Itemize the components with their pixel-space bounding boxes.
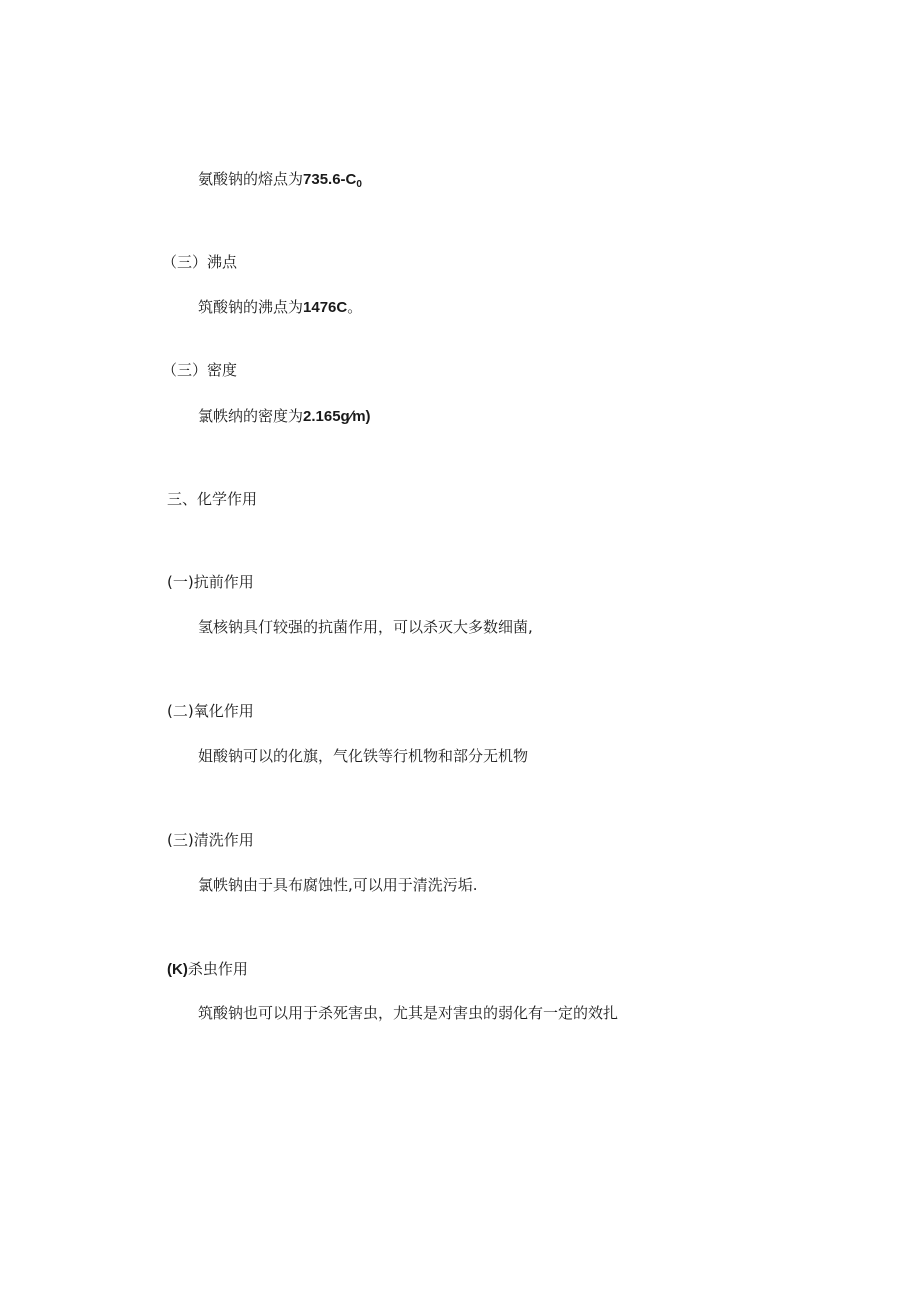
section-title-chemical-effects: 三、化学作用 <box>167 490 258 508</box>
boiling-point-heading: （三）沸点 <box>162 253 238 271</box>
density-value: 2.165g∕m) <box>303 408 371 425</box>
melting-point-suffix: 0 <box>356 179 362 190</box>
effect-body-cleaning: 氯帙钠由于具布腐蚀性,可以用于清洗污垢. <box>198 876 478 894</box>
effect-body-antibacterial: 氢核钠具仃较强的抗菌作用，可以杀灭大多数细菌, <box>198 618 533 636</box>
effect-heading-cleaning: (三)清洗作用 <box>167 831 254 849</box>
density-heading: （三）密度 <box>162 361 238 379</box>
effect-heading-insecticidal <box>167 959 248 980</box>
effect-body-insecticidal: 筑酸钠也可以用于杀死害虫，尤其是对害虫的弱化有一定的效扎 <box>198 1004 619 1022</box>
effect-heading-insecticidal-prefix: (K) <box>167 961 188 978</box>
boiling-point-line <box>198 297 362 318</box>
effect-heading-insecticidal-label: 杀虫作用 <box>187 960 248 978</box>
melting-point-line <box>198 169 362 195</box>
density-line <box>198 406 371 427</box>
effect-heading-oxidation: (二)氧化作用 <box>167 702 254 720</box>
effect-heading-antibacterial: (一)抗前作用 <box>167 573 254 591</box>
boiling-point-text: 筑酸钠的沸点为 <box>198 298 304 316</box>
effect-body-oxidation: 姐酸钠可以的化旗，气化铁等行机物和部分无机物 <box>198 747 529 765</box>
melting-point-text: 氨酸钠的熔点为 <box>198 170 304 188</box>
boiling-point-suffix: 。 <box>347 298 363 316</box>
boiling-point-value: 1476C <box>303 299 348 316</box>
melting-point-value: 735.6-C <box>303 171 357 188</box>
density-text: 氯帙纳的密度为 <box>198 407 304 425</box>
